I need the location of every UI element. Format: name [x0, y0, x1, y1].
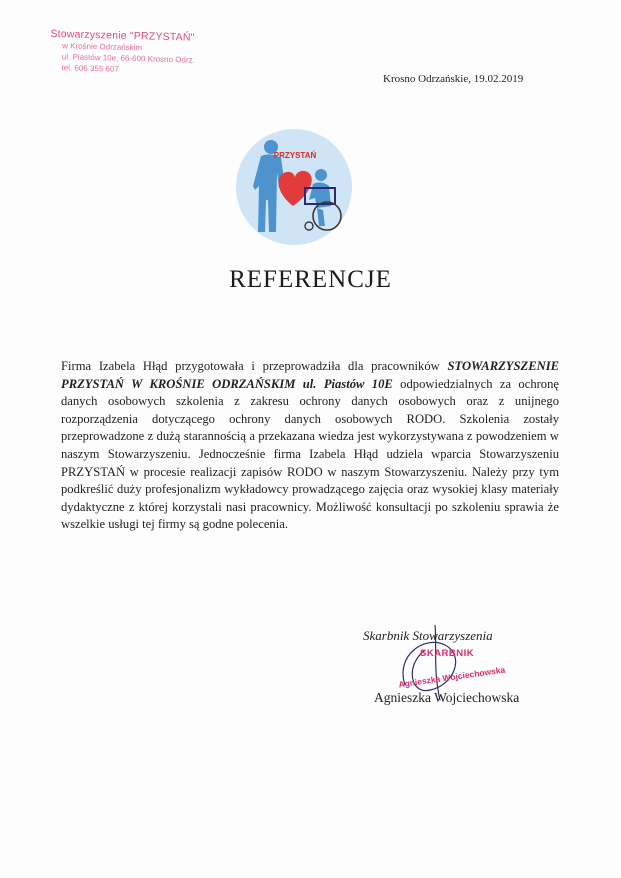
- stamp-line-3: tel. 606 355 607: [61, 63, 120, 74]
- stamp-line-2: ul. Piastów 10e, 66-600 Krosno Odrz.: [61, 52, 195, 65]
- treasurer-stamp-title: SKARBNIK: [420, 648, 475, 659]
- signatory-name: Agnieszka Wojciechowska: [374, 690, 520, 705]
- przystan-logo: [235, 128, 353, 246]
- body-intro: Firma Izabela Hłąd przygotowała i przeprowadziła dla pracowników: [61, 359, 440, 373]
- reference-text: [61, 358, 559, 534]
- organization-name: STOWARZYSZENIE PRZYSTAŃ W KROŚNIE ODRZAŃSKIM ul. Piastów 10E: [61, 359, 559, 391]
- stamp-title: Stowarzyszenie "PRZYSTAŃ": [50, 27, 195, 44]
- document-date: Krosno Odrzańskie, 19.02.2019: [383, 73, 524, 85]
- body-main: odpowiedzialnych za ochronę danych osobowych szkolenia z zakresu ochrony danych osobowych oraz z unijnego rozporządzenia dotyczącego ochrony danych osobowych RODO. Szkolenia zostały przeprowadzone z dużą starannością a przekazana wiedza jest wykorzystywana z powodzeniem w naszym Stowarzyszeniu. Jednocześnie firma Izabela Hłąd udziela wparcia Stowarzyszeniu PRZYSTAŃ w procesie realizacji zapisów RODO w naszym Stowarzyszeniu. Należy przy tym podkreślić duży profesjonalizm wykładowcy prowadzącego zajęcia oraz wysokiej klasy materiały dydaktyczne z której korzystali nasi pracownicy. Możliwość konsultacji po szkoleniu sprawia że wszelkie usługi tej firmy są godne polecenia.: [61, 376, 559, 532]
- treasurer-stamp-name: Agnieszka Wojciechowska: [397, 664, 506, 690]
- stamp-line-1: w Krośnie Odrzańskim: [62, 41, 143, 53]
- organization-stamp: [49, 28, 210, 77]
- page-title: REFERENCJE: [229, 266, 392, 293]
- logo-text: PRZYSTAŃ: [273, 151, 317, 160]
- signatory-role: Skarbnik Stowarzyszenia: [363, 628, 493, 643]
